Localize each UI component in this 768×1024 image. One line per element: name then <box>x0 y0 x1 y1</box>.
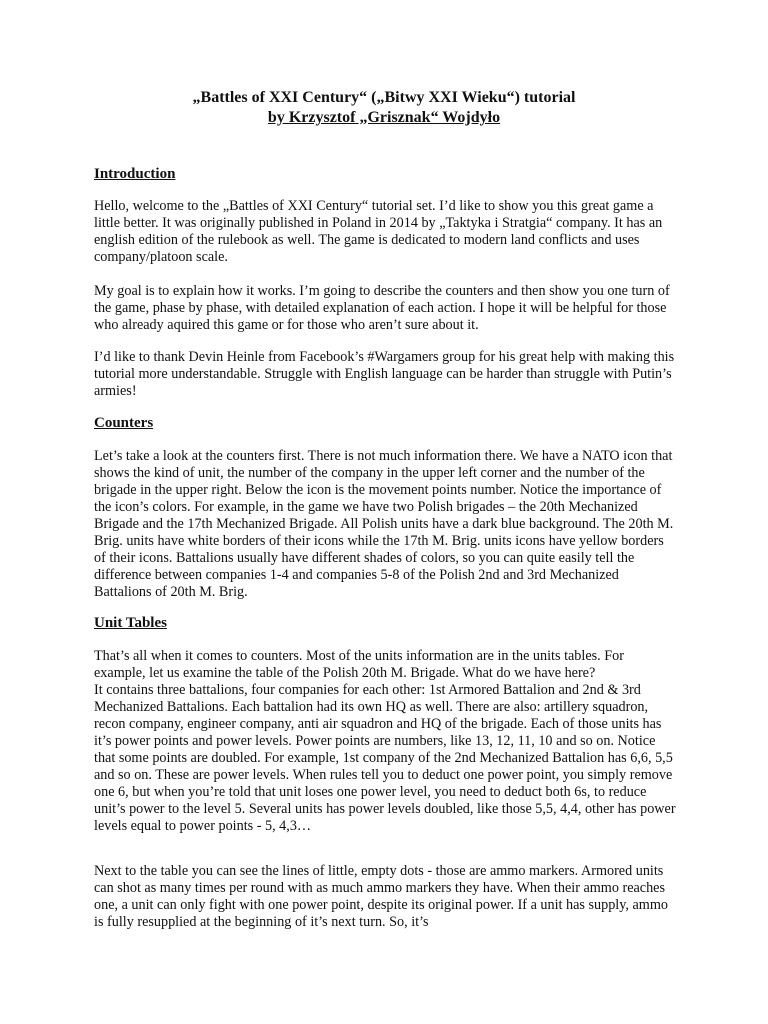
heading-introduction: Introduction <box>94 166 176 182</box>
unit-tables-paragraph-3: Next to the table you can see the lines of little, empty dots - those are ammo markers. Armored units can shot as many times per round with as much ammo markers they have. When their ammo reaches one, a unit can only fight with one power point, despite its original power. If a unit has supply, ammo is fully resupplied at the beginning of it’s next turn. So, it’s <box>94 863 668 930</box>
heading-unit-tables: Unit Tables <box>94 615 167 631</box>
document-title: „Battles of XXI Century“ („Bitwy XXI Wieku“) tutorial <box>192 89 576 106</box>
document-author: by Krzysztof „Grisznak“ Wojdyło <box>267 109 501 126</box>
heading-counters: Counters <box>94 415 154 431</box>
counters-paragraph-1: Let’s take a look at the counters first. There is not much information there. We have a NATO icon that shows the kind of unit, the number of the company in the upper left corner and the number of the brigade in the upper right. Below the icon is the movement points number. Notice the importance of the icon’s colors. For example, in the game we have two Polish brigades – the 20th Mechanized Brigade and the 17th Mechanized Brigade. All Polish units have a dark blue background. The 20th M. Brig. units have white borders of their icons while the 17th M. Brig. units icons have yellow borders of their icons. Battalions usually have different shades of colors, so you can quite easily tell the difference between companies 1-4 and companies 5-8 of the Polish 2nd and 3rd Mechanized Battalions of 20th M. Brig. <box>94 448 674 600</box>
unit-tables-paragraph-2: It contains three battalions, four companies for each other: 1st Armored Battalion and 2nd & 3rd Mechanized Battalions. Each battalion had its own HQ as well. There are also: artillery squadron, recon company, engineer company, anti air squadron and HQ of the brigade. Each of those units has it’s power points and power levels. Power points are numbers, like 13, 12, 11, 10 and so on. Notice that some points are doubled. For example, 1st company of the 2nd Mechanized Battalion has 6,6, 5,5 and so on. These are power levels. When rules tell you to deduct one power point, you simply remove one 6, but when you’re told that unit loses one power level, you need to deduct both 6s, to reduce unit’s power to the level 5. Several units has power levels doubled, like those 5,5, 4,4, other has power levels equal to power points - 5, 4,3… <box>94 682 676 834</box>
unit-tables-paragraph-1: That’s all when it comes to counters. Most of the units information are in the units tables. For example, let us examine the table of the Polish 20th M. Brigade. What do we have here? <box>94 648 624 681</box>
intro-paragraph-1: Hello, welcome to the „Battles of XXI Century“ tutorial set. I’d like to show you this great game a little better. It was originally published in Poland in 2014 by „Taktyka i Stratgia“ company. It has an english edition of the rulebook as well. The game is dedicated to modern land conflicts and uses company/platoon scale. <box>94 198 663 265</box>
intro-paragraph-3: I’d like to thank Devin Heinle from Facebook’s #Wargamers group for his great help with making this tutorial more understandable. Struggle with English language can be harder than struggle with Putin’s armies! <box>94 349 675 399</box>
intro-paragraph-2: My goal is to explain how it works. I’m going to describe the counters and then show you one turn of the game, phase by phase, with detailed explanation of each action. I hope it will be helpful for those who already aquired this game or for those who aren’t sure about it. <box>94 283 670 333</box>
